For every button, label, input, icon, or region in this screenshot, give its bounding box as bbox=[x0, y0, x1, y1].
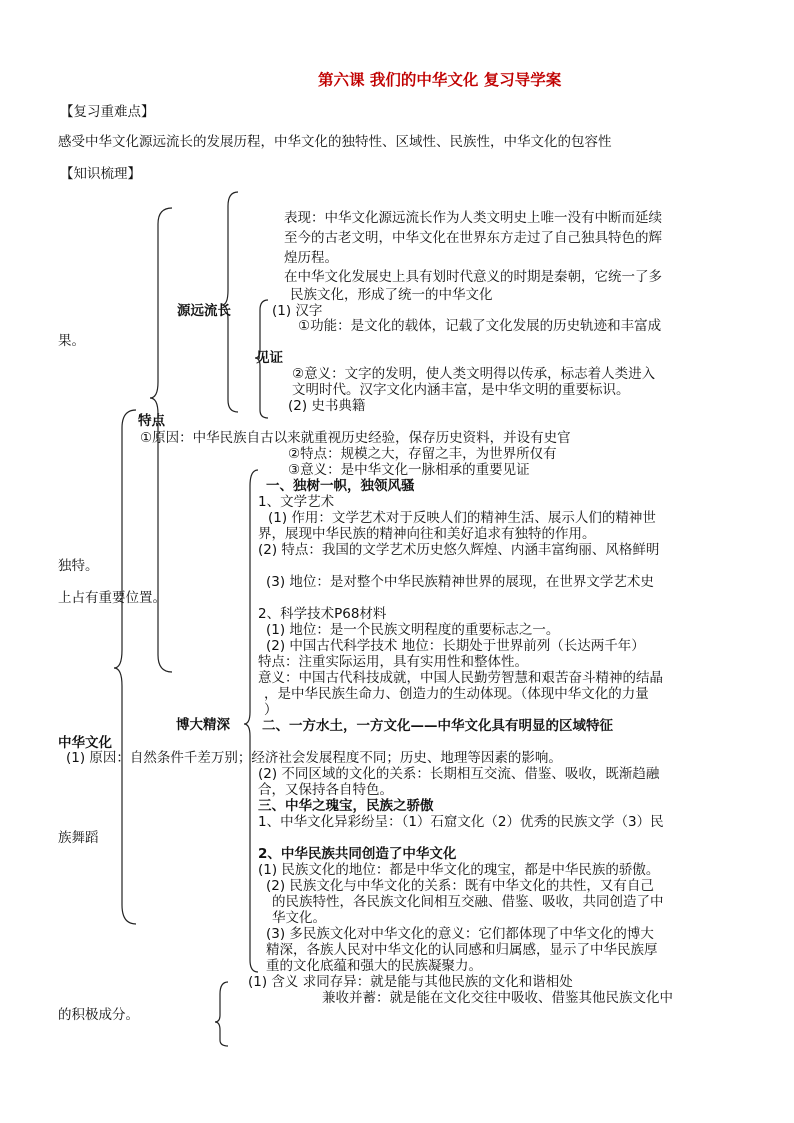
text-line: 一、独树一帜，独领风骚 bbox=[266, 478, 415, 494]
label-tedian: 特点 bbox=[138, 413, 165, 429]
text-line: (1) 含义 求同存异：就是能与其他民族的文化和谐相处 bbox=[248, 974, 573, 990]
heading-knowledge: 【知识梳理】 bbox=[60, 166, 141, 182]
fragment-jiji: 的积极成分。 bbox=[58, 1007, 139, 1023]
intro-text: 感受中华文化源远流长的发展历程，中华文化的独特性、区域性、民族性，中华文化的包容性 bbox=[58, 134, 612, 150]
fragment-wudao: 族舞蹈 bbox=[58, 830, 99, 846]
text-line: ，是中华民族生命力、创造力的生动体现。（体现中华文化的力量 bbox=[264, 686, 649, 702]
text-line: 重的文化底蕴和强大的民族凝聚力。 bbox=[266, 958, 482, 974]
fragment-dute: 独特。 bbox=[58, 558, 99, 574]
text-line: (3) 地位：是对整个中华民族精神世界的展现，在世界文学艺术史 bbox=[266, 574, 654, 590]
page-title: 第六课 我们的中华文化 复习导学案 bbox=[318, 71, 562, 89]
text-line: (1) 地位：是一个民族文明程度的重要标志之一。 bbox=[266, 622, 560, 638]
text-line: ③意义：是中华文化一脉相承的重要见证 bbox=[288, 462, 530, 478]
text-line: 煌历程。 bbox=[284, 250, 338, 266]
text-line: (2) 史书典籍 bbox=[288, 398, 366, 414]
text-line: 1、文学艺术 bbox=[258, 494, 335, 510]
text-line: (2) 中国古代科学技术 地位：长期处于世界前列（长达两千年） bbox=[266, 638, 645, 654]
fragment-shang: 上占有重要位置。 bbox=[58, 590, 166, 606]
text-line: 特点：注重实际运用，具有实用性和整体性。 bbox=[258, 654, 528, 670]
label-jianzheng: 见证 bbox=[256, 350, 283, 366]
text-line: ②意义：文字的发明，使人类文明得以传承，标志着人类进入 bbox=[292, 366, 656, 382]
text-line: (2) 不同区域的文化的关系：长期相互交流、借鉴、吸收，既渐趋融 bbox=[258, 766, 660, 782]
text-line: ①原因：中华民族自古以来就重视历史经验，保存历史资料，并设有史官 bbox=[140, 430, 571, 446]
text-line: 界，展现中华民族的精神向往和美好追求有独特的作用。 bbox=[258, 526, 596, 542]
heading-key-points: 【复习重难点】 bbox=[60, 104, 155, 120]
label-zhonghua: 中华文化 bbox=[58, 735, 112, 751]
fragment-guo: 果。 bbox=[58, 333, 85, 349]
text-line: 的民族特性，各民族文化间相互交融、借鉴、吸收，共同创造了中 bbox=[272, 894, 664, 910]
text-line: (1) 原因：自然条件千差万别；经济社会发展程度不同；历史、地理等因素的影响。 bbox=[66, 750, 562, 766]
text-line: (1) 民族文化的地位：都是中华文化的瑰宝，都是中华民族的骄傲。 bbox=[258, 862, 660, 878]
text-line: 2、科学技术P68材料 bbox=[258, 606, 387, 622]
text-line: (3) 多民族文化对中华文化的意义：它们都体现了中华文化的博大 bbox=[266, 926, 654, 942]
label-boda: 博大精深 bbox=[176, 717, 230, 733]
text-line: 表现：中华文化源远流长作为人类文明史上唯一没有中断而延续 bbox=[284, 210, 662, 226]
text-line: ②特点：规模之大，存留之丰，为世界所仅有 bbox=[288, 446, 557, 462]
text-line: 至今的古老文明，中华文化在世界东方走过了自己独具特色的辉 bbox=[284, 230, 662, 246]
text-line: 2、中华民族共同创造了中华文化 bbox=[258, 846, 457, 862]
text-line: (1) 作用：文学艺术对于反映人们的精神生活、展示人们的精神世 bbox=[268, 510, 656, 526]
text-line: ①功能：是文化的载体，记载了文化发展的历史轨迹和丰富成 bbox=[298, 318, 662, 334]
text-line: 意义：中国古代科技成就，中国人民勤劳智慧和艰苦奋斗精神的结晶 bbox=[258, 670, 663, 686]
text-line: ） bbox=[264, 702, 278, 718]
text-line: (2) 特点：我国的文学艺术历史悠久辉煌、内涵丰富绚丽、风格鲜明 bbox=[258, 542, 660, 558]
label-yuanyuan: 源远流长 bbox=[177, 303, 231, 319]
text-line: 华文化。 bbox=[272, 910, 326, 926]
text-line: 兼收并蓄：就是能在文化交往中吸收、借鉴其他民族文化中 bbox=[322, 990, 673, 1006]
text-line: (1) 汉字 bbox=[272, 303, 323, 319]
text-line: 1、中华文化异彩纷呈：（1）石窟文化（2）优秀的民族文学（3）民 bbox=[258, 814, 664, 830]
text-line: 民族文化，形成了统一的中华文化 bbox=[290, 287, 493, 303]
text-line: 在中华文化发展史上具有划时代意义的时期是秦朝，它统一了多 bbox=[284, 269, 662, 285]
text-line: 三、中华之瑰宝，民族之骄傲 bbox=[258, 798, 434, 814]
text-line: 二、一方水土，一方文化——中华文化具有明显的区域特征 bbox=[262, 718, 613, 734]
text-line: 文明时代。汉字文化内涵丰富，是中华文明的重要标识。 bbox=[292, 382, 630, 398]
text-line: 精深，各族人民对中华文化的认同感和归属感，显示了中华民族厚 bbox=[266, 942, 658, 958]
text-line: 合，又保持各自特色。 bbox=[258, 782, 393, 798]
text-line: (2) 民族文化与中华文化的关系：既有中华文化的共性，又有自己 bbox=[266, 878, 654, 894]
